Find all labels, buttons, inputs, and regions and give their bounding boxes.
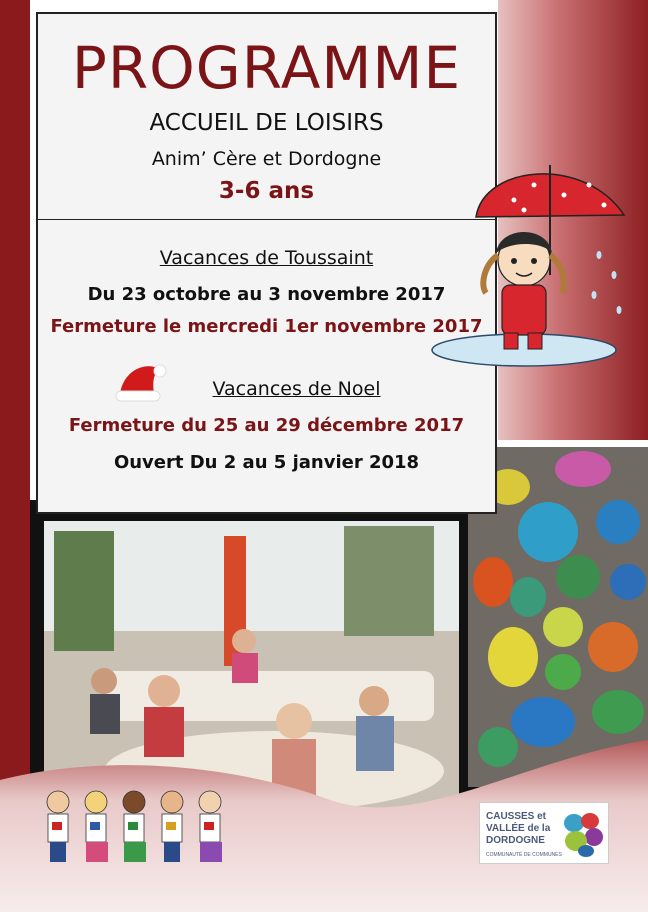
girl-umbrella-illustration <box>424 155 634 370</box>
toussaint-closure: Fermeture le mercredi 1er novembre 2017 <box>50 316 483 337</box>
logo-text <box>486 811 560 847</box>
age-range: 3-6 ans <box>218 178 315 204</box>
logo-mark <box>560 809 606 859</box>
noel-heading: Vacances de Noel <box>212 378 381 400</box>
noel-closure: Fermeture du 25 au 29 décembre 2017 <box>68 415 465 436</box>
logo-line-2: VALLÉE de la <box>486 823 551 834</box>
organizer: Anim’ Cère et Dordogne <box>151 148 382 170</box>
children-drawing <box>40 788 235 888</box>
toussaint-heading: Vacances de Toussaint <box>159 247 374 269</box>
toussaint-dates: Du 23 octobre au 3 novembre 2017 <box>87 284 446 305</box>
subtitle: ACCUEIL DE LOISIRS <box>149 110 384 136</box>
noel-open: Ouvert Du 2 au 5 janvier 2018 <box>113 452 420 473</box>
logo-line-1: CAUSSES et <box>486 811 547 822</box>
logo-tagline: COMMUNAUTÉ DE COMMUNES <box>486 852 562 858</box>
page-title: PROGRAMME <box>71 34 462 102</box>
logo-line-3: DORDOGNE <box>486 835 545 846</box>
community-logo <box>479 802 609 864</box>
